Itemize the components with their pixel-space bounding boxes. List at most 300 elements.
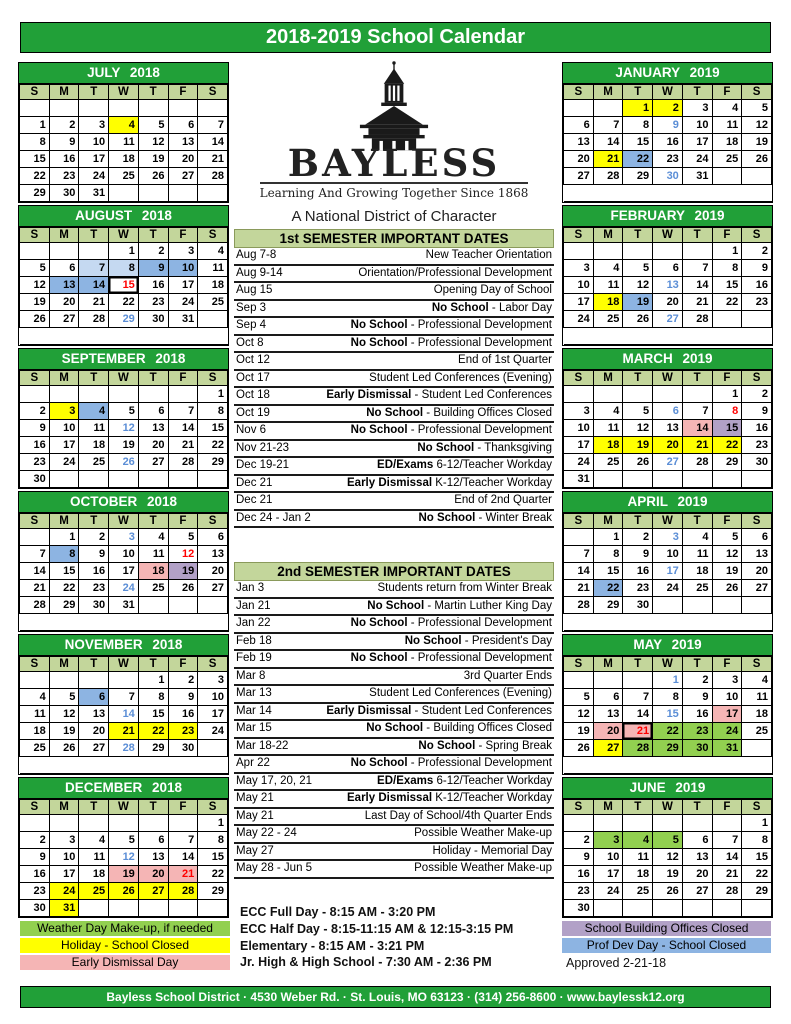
day-cell: 5 [109,832,139,849]
date-description: 3rd Quarter Ends [463,669,552,682]
week-row [564,151,772,168]
day-cell: 7 [109,689,139,706]
day-cell: 15 [49,563,79,580]
day-cell: 2 [564,832,594,849]
day-cell: 27 [198,580,228,597]
day-cell: 5 [20,260,50,277]
day-cell: 4 [79,403,109,420]
empty-cell [593,672,623,689]
day-cell: 11 [623,849,653,866]
empty-cell [138,900,168,917]
day-cell: 23 [168,723,198,740]
day-cell: 30 [682,740,712,757]
day-cell: 23 [742,294,772,311]
weekday-header: T [79,514,109,529]
day-cell: 3 [79,117,109,134]
day-cell: 1 [653,672,683,689]
day-cell: 10 [168,260,198,277]
day-cell: 3 [49,832,79,849]
day-cell: 18 [593,437,623,454]
date-label: Oct 18 [236,389,270,401]
weekday-header: T [682,657,712,672]
day-cell: 8 [49,546,79,563]
day-cell: 10 [682,117,712,134]
day-cell: 1 [49,529,79,546]
day-cell: 12 [623,277,653,294]
weekday-header: F [168,800,198,815]
day-cell: 27 [653,311,683,328]
important-date-row [234,651,554,669]
day-cell: 9 [49,134,79,151]
weekday-header-row [564,228,772,243]
school-hours-line: ECC Full Day - 8:15 AM - 3:20 PM [240,905,436,919]
week-row [20,243,228,260]
date-label: Dec 21 [236,494,273,506]
day-cell: 14 [593,134,623,151]
day-cell: 3 [198,672,228,689]
day-cell: 17 [682,134,712,151]
important-date-row [234,388,554,406]
week-row [20,471,228,488]
day-cell: 23 [564,883,594,900]
weekday-header: W [109,514,139,529]
day-cell: 26 [623,311,653,328]
day-cell: 29 [20,185,50,202]
day-cell: 18 [712,134,742,151]
important-date-row [234,371,554,389]
day-cell: 30 [79,597,109,614]
empty-cell [682,815,712,832]
day-cell: 2 [49,117,79,134]
logo-wordmark: BAYLESS [287,141,501,185]
week-row [564,597,772,614]
empty-cell [593,243,623,260]
important-date-row [234,809,554,827]
date-description: No School - Professional Development [350,617,552,629]
weekday-header: S [742,657,772,672]
day-cell: 17 [49,866,79,883]
weekday-header-row [564,371,772,386]
weekday-header: M [49,371,79,386]
day-cell: 8 [623,117,653,134]
month-title: NOVEMBER 2018 [19,635,228,656]
empty-cell [49,672,79,689]
month-calendar [18,348,229,489]
week-row [20,883,228,900]
weekday-header: S [198,85,228,100]
day-cell: 15 [198,420,228,437]
weekday-header: W [109,800,139,815]
empty-cell [623,471,653,488]
day-cell: 7 [623,689,653,706]
day-cell: 3 [564,403,594,420]
day-cell: 21 [682,437,712,454]
month-grid [19,370,228,488]
semester2-header: 2nd SEMESTER IMPORTANT DATES [234,562,554,581]
day-cell: 25 [623,883,653,900]
day-cell: 21 [109,723,139,740]
week-row [20,454,228,471]
description-emphasis: ED/Exams [377,459,434,471]
day-cell: 7 [20,546,50,563]
empty-cell [653,815,683,832]
day-cell: 13 [49,277,79,294]
empty-cell [712,815,742,832]
day-cell: 1 [138,672,168,689]
day-cell: 24 [653,580,683,597]
day-cell: 14 [623,706,653,723]
day-cell: 24 [49,454,79,471]
day-cell: 26 [712,580,742,597]
day-cell: 16 [653,134,683,151]
day-cell: 3 [712,672,742,689]
day-cell: 31 [168,311,198,328]
weekday-header: T [79,228,109,243]
day-cell: 17 [653,563,683,580]
week-row [20,260,228,277]
date-label: Oct 8 [236,336,264,349]
weekday-header: T [79,85,109,100]
important-date-row [234,599,554,617]
date-label: Apr 22 [236,757,270,769]
weekday-header: S [742,514,772,529]
day-cell: 6 [682,832,712,849]
day-cell: 1 [198,815,228,832]
weekday-header: T [138,371,168,386]
weekday-header: S [564,657,594,672]
day-cell: 10 [564,420,594,437]
weekday-header: F [168,657,198,672]
day-cell: 13 [593,706,623,723]
day-cell: 3 [49,403,79,420]
weekday-header: S [20,514,50,529]
day-cell: 4 [79,832,109,849]
day-cell: 9 [623,546,653,563]
month-title: MAY 2019 [563,635,772,656]
empty-cell [138,185,168,202]
blank-row [564,614,772,631]
important-date-row [234,861,554,879]
day-cell: 7 [168,832,198,849]
week-row [564,260,772,277]
weekday-header: S [742,800,772,815]
approved-date: Approved 2-21-18 [566,956,667,970]
weekday-header: M [593,228,623,243]
day-cell: 11 [79,420,109,437]
day-cell: 31 [564,471,594,488]
weekday-header: S [198,800,228,815]
day-cell: 18 [682,563,712,580]
day-cell: 9 [682,689,712,706]
date-description: Holiday - Memorial Day [432,844,552,857]
description-emphasis: No School [350,617,408,629]
empty-cell [712,311,742,328]
empty-cell [109,100,139,117]
day-cell: 13 [168,134,198,151]
blank-strip [564,328,772,345]
weekday-header: S [742,371,772,386]
school-hours-line: Jr. High & High School - 7:30 AM - 2:36 PM [240,955,492,970]
month-title: JUNE 2019 [563,778,772,799]
weekday-header: W [653,371,683,386]
day-cell: 1 [623,100,653,117]
day-cell: 26 [742,151,772,168]
weekday-header: W [109,657,139,672]
week-row [20,832,228,849]
weekday-header: F [168,228,198,243]
day-cell: 26 [49,740,79,757]
day-cell: 31 [712,740,742,757]
date-description: End of 1st Quarter [458,354,552,366]
day-cell: 25 [712,151,742,168]
weekday-header-row [20,800,228,815]
weekday-header: F [712,371,742,386]
day-cell: 16 [168,706,198,723]
day-cell: 22 [653,723,683,740]
date-label: Dec 19-21 [236,459,290,471]
empty-cell [168,815,198,832]
important-date-row [234,406,554,424]
day-cell: 21 [168,866,198,883]
empty-cell [20,100,50,117]
center-column [234,60,554,879]
day-cell: 2 [653,100,683,117]
important-date-row [234,686,554,704]
day-cell: 26 [109,883,139,900]
day-cell: 18 [593,294,623,311]
month-title: APRIL 2019 [563,492,772,513]
day-cell: 1 [712,386,742,403]
day-cell: 20 [653,437,683,454]
day-cell: 9 [168,689,198,706]
day-cell: 1 [109,243,139,260]
day-cell: 4 [593,403,623,420]
day-cell: 7 [564,546,594,563]
day-cell: 17 [79,151,109,168]
day-cell: 8 [198,832,228,849]
empty-cell [138,815,168,832]
empty-cell [109,672,139,689]
date-description: Possible Weather Make-up [414,862,552,874]
day-cell: 19 [20,294,50,311]
day-cell: 19 [109,866,139,883]
empty-cell [653,471,683,488]
empty-cell [79,471,109,488]
weekday-header: T [79,657,109,672]
day-cell: 10 [653,546,683,563]
important-date-row [234,634,554,652]
day-cell: 18 [138,563,168,580]
weekday-header: S [564,85,594,100]
day-cell: 14 [198,134,228,151]
week-row [20,546,228,563]
date-description: New Teacher Orientation [425,249,552,261]
day-cell: 20 [138,437,168,454]
weekday-header: T [138,800,168,815]
date-description: No School - Spring Break [418,739,552,752]
description-emphasis: No School [350,424,408,436]
week-row [20,277,228,294]
month-calendar [562,777,773,918]
empty-cell [168,597,198,614]
important-date-row [234,318,554,336]
day-cell: 29 [198,883,228,900]
day-cell: 15 [109,277,139,294]
day-cell: 8 [109,260,139,277]
day-cell: 14 [168,849,198,866]
week-row [20,723,228,740]
semester1-dates-list [234,248,554,528]
day-cell: 28 [682,454,712,471]
district-subtitle: A National District of Character [291,208,497,225]
day-cell: 22 [49,580,79,597]
blank-strip [20,328,228,345]
day-cell: 25 [198,294,228,311]
day-cell: 7 [198,117,228,134]
date-label: Oct 17 [236,371,270,384]
day-cell: 6 [653,403,683,420]
day-cell: 12 [653,849,683,866]
day-cell: 22 [712,294,742,311]
description-emphasis: No School [350,652,408,664]
important-date-row [234,283,554,301]
important-date-row [234,476,554,494]
month-calendar [562,62,773,203]
description-emphasis: No School [418,511,476,524]
day-cell: 14 [20,563,50,580]
date-label: May 28 - Jun 5 [236,862,313,874]
empty-cell [49,386,79,403]
empty-cell [593,900,623,917]
empty-cell [742,597,772,614]
legend-item: Prof Dev Day - School Closed [562,938,771,953]
footer-text: Bayless School District · 4530 Weber Rd. · St. Louis, MO 63123 · (314) 256-8600 · www.baylessk12.org [106,990,685,1004]
day-cell: 12 [20,277,50,294]
weekday-header: M [593,85,623,100]
month-title: JULY 2018 [19,63,228,84]
day-cell: 30 [623,597,653,614]
weekday-header: S [564,371,594,386]
day-cell: 3 [109,529,139,546]
day-cell: 8 [593,546,623,563]
day-cell: 31 [682,168,712,185]
date-label: Feb 18 [236,634,272,647]
day-cell: 1 [593,529,623,546]
day-cell: 9 [564,849,594,866]
day-cell: 2 [20,403,50,420]
day-cell: 25 [593,454,623,471]
day-cell: 30 [49,185,79,202]
weekday-header: W [653,800,683,815]
day-cell: 20 [49,294,79,311]
day-cell: 12 [138,134,168,151]
day-cell: 23 [653,151,683,168]
date-description: Early Dismissal K-12/Teacher Workday [347,792,552,804]
empty-cell [593,815,623,832]
important-date-row [234,441,554,459]
day-cell: 12 [49,706,79,723]
day-cell: 19 [742,134,772,151]
important-date-row [234,493,554,511]
day-cell: 24 [198,723,228,740]
empty-cell [712,900,742,917]
blank-strip [564,757,772,774]
date-description: Orientation/Professional Development [358,266,552,279]
day-cell: 7 [168,403,198,420]
month-title: MARCH 2019 [563,349,772,370]
date-label: Mar 8 [236,669,266,682]
weekday-header: F [712,800,742,815]
day-cell: 20 [79,723,109,740]
day-cell: 2 [138,243,168,260]
empty-cell [564,386,594,403]
day-cell: 14 [682,277,712,294]
day-cell: 19 [168,563,198,580]
week-row [564,311,772,328]
week-row [564,866,772,883]
day-cell: 28 [682,311,712,328]
date-description: End of 2nd Quarter [454,494,552,506]
week-row [564,386,772,403]
day-cell: 5 [564,689,594,706]
day-cell: 16 [682,706,712,723]
day-cell: 12 [109,849,139,866]
empty-cell [742,900,772,917]
empty-cell [623,815,653,832]
date-description: Possible Weather Make-up [414,827,552,839]
day-cell: 28 [623,740,653,757]
calendar-column-right [562,62,773,920]
date-description: No School - Professional Development [350,319,552,331]
day-cell: 18 [742,706,772,723]
day-cell: 2 [682,672,712,689]
day-cell: 5 [49,689,79,706]
description-emphasis: Early Dismissal [326,389,412,401]
empty-cell [109,471,139,488]
weekday-header: M [49,228,79,243]
week-row [20,849,228,866]
week-row [564,689,772,706]
day-cell: 4 [682,529,712,546]
day-cell: 16 [79,563,109,580]
day-cell: 10 [79,134,109,151]
empty-cell [20,672,50,689]
weekday-header: F [168,85,198,100]
day-cell: 8 [712,260,742,277]
date-label: Feb 19 [236,652,272,664]
month-title: OCTOBER 2018 [19,492,228,513]
week-row [564,454,772,471]
month-calendar [562,205,773,346]
empty-cell [138,100,168,117]
weekday-header: M [593,800,623,815]
date-description: ED/Exams 6-12/Teacher Workday [377,459,552,471]
date-description: No School - Professional Development [350,336,552,349]
empty-cell [623,243,653,260]
day-cell: 11 [109,134,139,151]
date-label: Mar 13 [236,687,272,699]
weekday-header: T [682,371,712,386]
day-cell: 13 [653,420,683,437]
empty-cell [20,243,50,260]
month-grid [19,84,228,202]
date-description: No School - Martin Luther King Day [367,599,552,612]
week-row [20,580,228,597]
date-description: Students return from Winter Break [377,582,552,594]
day-cell: 24 [79,168,109,185]
week-row [564,471,772,488]
day-cell: 30 [20,471,50,488]
